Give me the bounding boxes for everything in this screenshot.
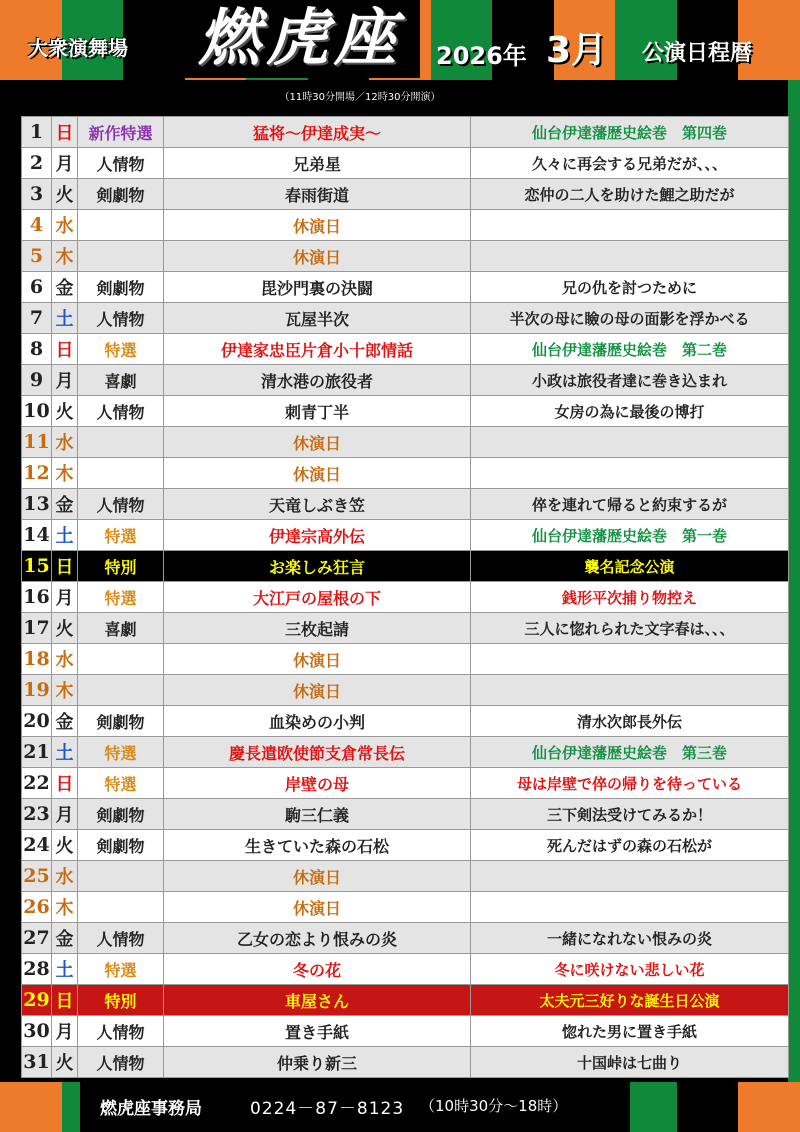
- weekday: 金: [52, 706, 78, 737]
- schedule-row: [22, 954, 789, 985]
- genre-label: 人情物: [78, 1016, 164, 1047]
- weekday: 木: [52, 458, 78, 489]
- play-note: 十国峠は七曲り: [471, 1047, 789, 1078]
- office-name: 燃虎座事務局: [100, 1099, 202, 1119]
- weekday: 水: [52, 861, 78, 892]
- play-note: 久々に再会する兄弟だが、、、: [471, 148, 789, 179]
- play-note: [471, 427, 789, 458]
- play-title: 休演日: [164, 892, 471, 923]
- day-number: 3: [22, 179, 52, 210]
- schedule-row: [22, 241, 789, 272]
- day-number: 30: [22, 1016, 52, 1047]
- schedule-row: [22, 551, 789, 582]
- schedule-row: [22, 923, 789, 954]
- weekday: 月: [52, 1016, 78, 1047]
- play-note: [471, 644, 789, 675]
- genre-label: 特選: [78, 520, 164, 551]
- day-number: 10: [22, 396, 52, 427]
- play-note: 小政は旅役者達に巻き込まれ: [471, 365, 789, 396]
- right-frame: [788, 80, 800, 1082]
- weekday: 水: [52, 427, 78, 458]
- schedule-row: [22, 148, 789, 179]
- schedule-row: [22, 489, 789, 520]
- play-title: 生きていた森の石松: [164, 830, 471, 861]
- play-note: 兄の仇を討つために: [471, 272, 789, 303]
- genre-label: 特選: [78, 582, 164, 613]
- play-title: 伊達家忠臣片倉小十郎情話: [164, 334, 471, 365]
- schedule-row: [22, 675, 789, 706]
- play-title: 血染めの小判: [164, 706, 471, 737]
- schedule-row: [22, 427, 789, 458]
- day-number: 6: [22, 272, 52, 303]
- day-number: 21: [22, 737, 52, 768]
- day-number: 9: [22, 365, 52, 396]
- day-number: 4: [22, 210, 52, 241]
- play-title: 岸壁の母: [164, 768, 471, 799]
- day-number: 17: [22, 613, 52, 644]
- play-title: 三枚起請: [164, 613, 471, 644]
- weekday: 日: [52, 334, 78, 365]
- day-number: 7: [22, 303, 52, 334]
- header: [0, 0, 800, 80]
- play-note: [471, 241, 789, 272]
- weekday: 火: [52, 830, 78, 861]
- genre-label: 剣劇物: [78, 179, 164, 210]
- show-hours-note: （11時30分開場／12時30分開演）: [279, 92, 441, 103]
- weekday: 月: [52, 582, 78, 613]
- play-title: 冬の花: [164, 954, 471, 985]
- day-number: 13: [22, 489, 52, 520]
- genre-label: 剣劇物: [78, 799, 164, 830]
- weekday: 火: [52, 613, 78, 644]
- weekday: 金: [52, 489, 78, 520]
- play-note: 冬に咲けない悲しい花: [471, 954, 789, 985]
- play-title: 兄弟星: [164, 148, 471, 179]
- weekday: 日: [52, 551, 78, 582]
- schedule-row: [22, 365, 789, 396]
- genre-label: 剣劇物: [78, 706, 164, 737]
- day-number: 5: [22, 241, 52, 272]
- weekday: 木: [52, 675, 78, 706]
- play-title: 休演日: [164, 675, 471, 706]
- play-note: 仙台伊達藩歴史絵巻 第四巻: [471, 117, 789, 148]
- play-note: 仙台伊達藩歴史絵巻 第二巻: [471, 334, 789, 365]
- weekday: 金: [52, 272, 78, 303]
- weekday: 月: [52, 148, 78, 179]
- schedule-row: [22, 117, 789, 148]
- play-title: 猛将～伊達成実～: [164, 117, 471, 148]
- weekday: 日: [52, 117, 78, 148]
- genre-label: 特選: [78, 334, 164, 365]
- weekday: 月: [52, 365, 78, 396]
- weekday: 日: [52, 768, 78, 799]
- schedule-row: [22, 582, 789, 613]
- schedule-row: [22, 892, 789, 923]
- play-note: [471, 892, 789, 923]
- day-number: 19: [22, 675, 52, 706]
- genre-label: [78, 458, 164, 489]
- play-title: 車屋さん: [164, 985, 471, 1016]
- schedule-row: [22, 272, 789, 303]
- year-label: 2026年: [436, 42, 527, 70]
- genre-label: 人情物: [78, 148, 164, 179]
- genre-label: 人情物: [78, 303, 164, 334]
- play-note: 死んだはずの森の石松が: [471, 830, 789, 861]
- weekday: 木: [52, 241, 78, 272]
- weekday: 月: [52, 799, 78, 830]
- schedule-row: [22, 985, 789, 1016]
- day-number: 22: [22, 768, 52, 799]
- day-number: 28: [22, 954, 52, 985]
- genre-label: [78, 675, 164, 706]
- weekday: 日: [52, 985, 78, 1016]
- play-note: 清水次郎長外伝: [471, 706, 789, 737]
- month-label: 3月: [546, 30, 608, 71]
- play-note: 倅を連れて帰ると約束するが: [471, 489, 789, 520]
- genre-label: [78, 210, 164, 241]
- play-title: 休演日: [164, 861, 471, 892]
- day-number: 2: [22, 148, 52, 179]
- play-note: 太夫元三好りな誕生日公演: [471, 985, 789, 1016]
- genre-label: [78, 892, 164, 923]
- play-title: 慶長遣欧使節支倉常長伝: [164, 737, 471, 768]
- day-number: 26: [22, 892, 52, 923]
- genre-label: [78, 427, 164, 458]
- play-note: 恋仲の二人を助けた鯉之助だが: [471, 179, 789, 210]
- schedule-row: [22, 644, 789, 675]
- schedule-row: [22, 768, 789, 799]
- schedule-row: [22, 210, 789, 241]
- play-note: 仙台伊達藩歴史絵巻 第一巻: [471, 520, 789, 551]
- play-note: 一緒になれない恨みの炎: [471, 923, 789, 954]
- play-title: 大江戸の屋根の下: [164, 582, 471, 613]
- day-number: 11: [22, 427, 52, 458]
- office-phone[interactable]: 0224－87－8123: [250, 1099, 405, 1119]
- weekday: 火: [52, 396, 78, 427]
- venue-label: 大衆演舞場: [28, 36, 128, 60]
- genre-label: 人情物: [78, 396, 164, 427]
- day-number: 24: [22, 830, 52, 861]
- genre-label: 特選: [78, 768, 164, 799]
- day-number: 25: [22, 861, 52, 892]
- schedule-row: [22, 458, 789, 489]
- play-title: 伊達宗高外伝: [164, 520, 471, 551]
- day-number: 8: [22, 334, 52, 365]
- schedule-row: [22, 396, 789, 427]
- play-title: 清水港の旅役者: [164, 365, 471, 396]
- troupe-logo: 燃虎座: [197, 1, 402, 74]
- play-note: 襲名記念公演: [471, 551, 789, 582]
- genre-label: 特選: [78, 954, 164, 985]
- office-hours: （10時30分～18時）: [420, 1097, 568, 1115]
- play-note: [471, 861, 789, 892]
- weekday: 土: [52, 737, 78, 768]
- genre-label: 特別: [78, 985, 164, 1016]
- play-note: 三下剣法受けてみるか！: [471, 799, 789, 830]
- play-title: 休演日: [164, 427, 471, 458]
- footer: [0, 1082, 800, 1132]
- weekday: 土: [52, 303, 78, 334]
- weekday: 金: [52, 923, 78, 954]
- day-number: 16: [22, 582, 52, 613]
- genre-label: [78, 861, 164, 892]
- play-title: お楽しみ狂言: [164, 551, 471, 582]
- weekday: 火: [52, 179, 78, 210]
- weekday: 水: [52, 644, 78, 675]
- genre-label: 特選: [78, 737, 164, 768]
- play-title: 休演日: [164, 241, 471, 272]
- schedule-row: [22, 334, 789, 365]
- left-frame: [0, 80, 20, 1082]
- genre-label: 喜劇: [78, 613, 164, 644]
- schedule-row: [22, 303, 789, 334]
- weekday: 土: [52, 520, 78, 551]
- play-title: 毘沙門裏の決闘: [164, 272, 471, 303]
- schedule-row: [22, 1047, 789, 1078]
- play-note: 惚れた男に置き手紙: [471, 1016, 789, 1047]
- day-number: 18: [22, 644, 52, 675]
- weekday: 火: [52, 1047, 78, 1078]
- genre-label: 剣劇物: [78, 830, 164, 861]
- genre-label: [78, 241, 164, 272]
- day-number: 15: [22, 551, 52, 582]
- schedule-title: 公演日程暦: [642, 41, 753, 66]
- genre-label: 剣劇物: [78, 272, 164, 303]
- play-title: 休演日: [164, 644, 471, 675]
- schedule-row: [22, 179, 789, 210]
- play-title: 刺青丁半: [164, 396, 471, 427]
- schedule-row: [22, 706, 789, 737]
- day-number: 14: [22, 520, 52, 551]
- weekday: 水: [52, 210, 78, 241]
- schedule-row: [22, 737, 789, 768]
- schedule-row: [22, 1016, 789, 1047]
- schedule-row: [22, 520, 789, 551]
- genre-label: 喜劇: [78, 365, 164, 396]
- day-number: 20: [22, 706, 52, 737]
- play-note: [471, 210, 789, 241]
- play-title: 仲乗り新三: [164, 1047, 471, 1078]
- day-number: 1: [22, 117, 52, 148]
- genre-label: 人情物: [78, 923, 164, 954]
- weekday: 木: [52, 892, 78, 923]
- day-number: 23: [22, 799, 52, 830]
- day-number: 27: [22, 923, 52, 954]
- logo-box: [180, 0, 420, 78]
- schedule-row: [22, 861, 789, 892]
- play-note: [471, 458, 789, 489]
- play-note: 母は岸壁で倅の帰りを待っている: [471, 768, 789, 799]
- play-note: 半次の母に瞼の母の面影を浮かべる: [471, 303, 789, 334]
- play-title: 乙女の恋より恨みの炎: [164, 923, 471, 954]
- play-note: 銭形平次捕り物控え: [471, 582, 789, 613]
- genre-label: 新作特選: [78, 117, 164, 148]
- weekday: 土: [52, 954, 78, 985]
- play-note: 仙台伊達藩歴史絵巻 第三巻: [471, 737, 789, 768]
- day-number: 31: [22, 1047, 52, 1078]
- schedule-row: [22, 799, 789, 830]
- day-number: 12: [22, 458, 52, 489]
- play-note: 三人に惚れられた文字春は、、、: [471, 613, 789, 644]
- play-title: 天竜しぶき笠: [164, 489, 471, 520]
- play-title: 駒三仁義: [164, 799, 471, 830]
- play-note: [471, 675, 789, 706]
- play-title: 休演日: [164, 458, 471, 489]
- day-number: 29: [22, 985, 52, 1016]
- play-note: 女房の為に最後の博打: [471, 396, 789, 427]
- schedule-row: [22, 613, 789, 644]
- play-title: 置き手紙: [164, 1016, 471, 1047]
- genre-label: 人情物: [78, 1047, 164, 1078]
- schedule-row: [22, 830, 789, 861]
- play-title: 春雨街道: [164, 179, 471, 210]
- play-title: 休演日: [164, 210, 471, 241]
- genre-label: [78, 644, 164, 675]
- genre-label: 特別: [78, 551, 164, 582]
- genre-label: 人情物: [78, 489, 164, 520]
- play-title: 瓦屋半次: [164, 303, 471, 334]
- schedule-table: [21, 116, 789, 1078]
